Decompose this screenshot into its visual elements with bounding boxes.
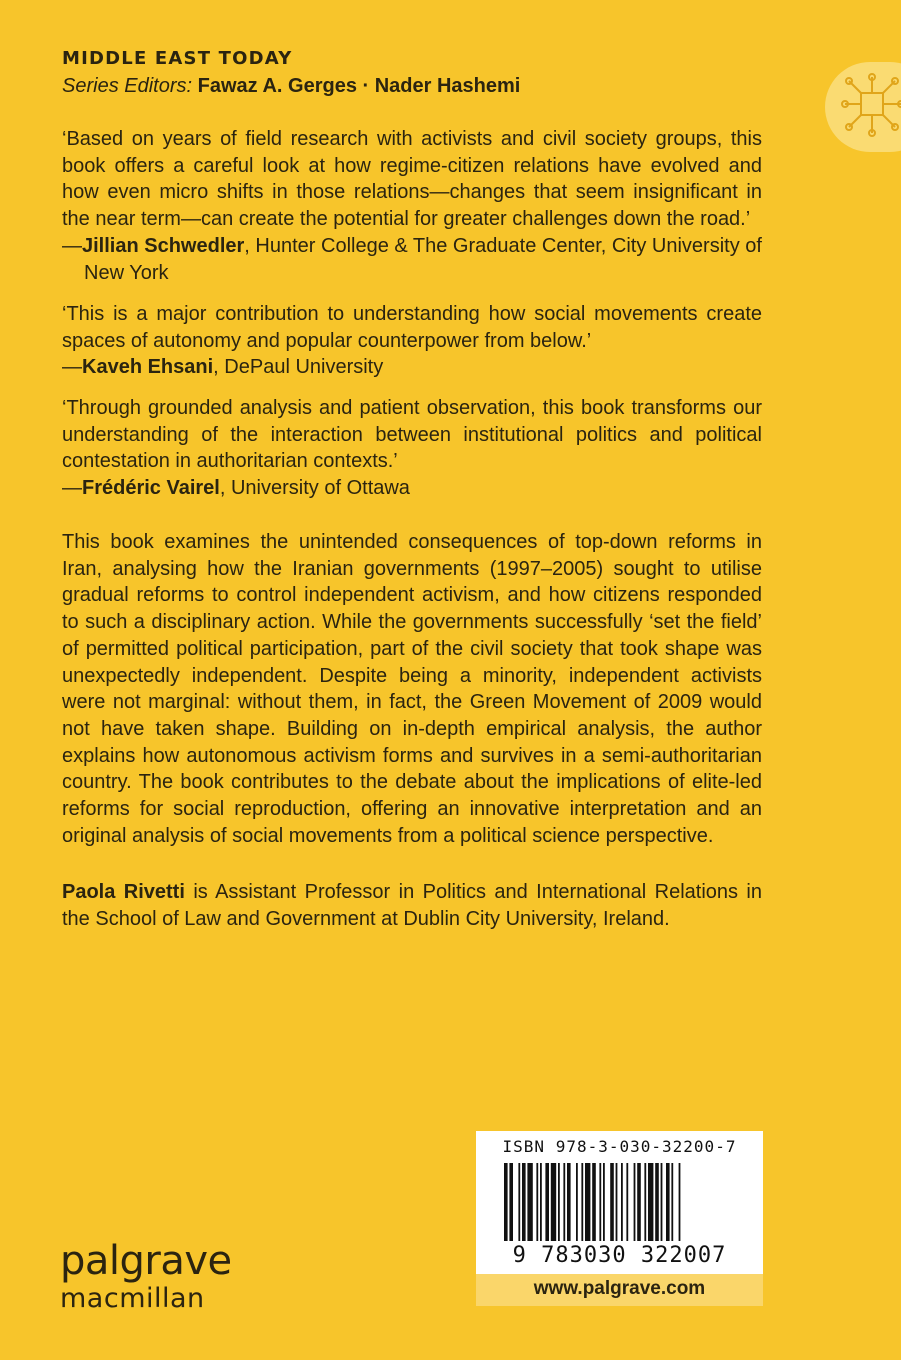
barcode-bar xyxy=(644,1163,646,1241)
barcode-bar xyxy=(567,1163,571,1241)
series-header xyxy=(62,46,520,100)
barcode-bar xyxy=(603,1163,605,1241)
quote-dash: — xyxy=(62,234,82,257)
barcode-bar xyxy=(592,1163,596,1241)
author-bio xyxy=(62,879,762,932)
quote-attribution xyxy=(62,475,762,502)
barcode-bar xyxy=(621,1163,623,1241)
barcode-bar xyxy=(540,1163,542,1241)
quote-1 xyxy=(62,126,762,286)
isbn-label: ISBN 978-3-030-32200-7 xyxy=(502,1137,737,1156)
quote-author: Frédéric Vairel xyxy=(82,477,220,500)
barcode-bar xyxy=(518,1163,520,1241)
quote-affiliation: , DePaul University xyxy=(213,356,384,379)
barcode-bar xyxy=(634,1163,636,1241)
barcode-bar xyxy=(626,1163,628,1241)
barcode-bar xyxy=(581,1163,583,1241)
network-icon xyxy=(839,71,901,141)
series-editors-label: Series Editors: xyxy=(62,75,193,97)
barcode-bar xyxy=(671,1163,673,1241)
barcode-bar xyxy=(563,1163,565,1241)
barcode-bar xyxy=(648,1163,653,1241)
quote-author: Jillian Schwedler xyxy=(82,234,245,257)
quote-attribution xyxy=(62,233,762,286)
barcode-bar xyxy=(536,1163,538,1241)
author-bio-text: is Assistant Professor in Politics and International Relations in the School of Law and Government at Dublin City University, Ireland. xyxy=(62,881,762,930)
quote-attribution xyxy=(62,354,762,381)
quote-affiliation: , Hunter College & The Graduate Center, City University of New York xyxy=(84,234,762,284)
barcode-bar xyxy=(666,1163,670,1241)
quote-affiliation: , University of Ottawa xyxy=(219,477,410,500)
barcode-bar xyxy=(551,1163,556,1241)
barcode-bar xyxy=(637,1163,641,1241)
publisher-badge xyxy=(825,62,901,152)
series-title: MIDDLE EAST TODAY xyxy=(62,48,293,69)
barcode-bars xyxy=(504,1163,735,1245)
quote-dash: — xyxy=(62,477,82,500)
barcode xyxy=(476,1131,763,1274)
quote-author: Kaveh Ehsani xyxy=(82,356,214,379)
quote-text: ‘This is a major contribution to understanding how social movements create spaces of autonomy and popular counterpower from below.’ xyxy=(62,303,762,352)
website-box xyxy=(476,1274,763,1306)
barcode-bar xyxy=(616,1163,618,1241)
website-link[interactable]: www.palgrave.com xyxy=(533,1278,706,1299)
barcode-bar xyxy=(522,1163,526,1241)
series-editors-names: Fawaz A. Gerges · Nader Hashemi xyxy=(197,75,521,97)
quote-2 xyxy=(62,301,762,381)
quote-text: ‘Through grounded analysis and patient observation, this book transforms our understanding of the interaction between institutional politics and political contestation in authoritarian contexts.’ xyxy=(62,397,762,473)
barcode-bar xyxy=(599,1163,601,1241)
barcode-bar xyxy=(504,1163,508,1241)
barcode-bar xyxy=(545,1163,549,1241)
quote-3 xyxy=(62,395,762,502)
barcode-bar xyxy=(585,1163,590,1241)
barcode-bar xyxy=(610,1163,614,1241)
barcode-bar xyxy=(679,1163,681,1241)
barcode-bar xyxy=(655,1163,659,1241)
barcode-number: 9 783030 322007 xyxy=(512,1243,727,1268)
publisher-logo-line1: palgrave xyxy=(60,1238,232,1284)
barcode-bar xyxy=(661,1163,663,1241)
barcode-bar xyxy=(576,1163,578,1241)
quote-dash: — xyxy=(62,356,82,379)
publisher-logo xyxy=(60,1238,232,1314)
series-editors xyxy=(62,72,520,100)
publisher-logo-line2: macmillan xyxy=(60,1283,205,1314)
barcode-bar xyxy=(558,1163,560,1241)
barcode-bar xyxy=(527,1163,532,1241)
book-description: This book examines the unintended consequences of top-down reforms in Iran, analysing how the Iranian governments (1997–2005) sought to utilise gradual reforms to control independent activism, and how citizens responded to such a disciplinary action. While the governments successfully ‘set the field’ of permitted political participation, part of the civil society that took shape was unexpectedly independent. Despite being a minority, independent activists were not marginal: without them, in fact, the Green Movement of 2009 would not have taken shape. Building on in-depth empirical analysis, the author explains how autonomous activism forms and survives in a semi-authoritarian country. The book contributes to the debate about the implications of elite-led reforms for social reproduction, offering an innovative interpretation and an original analysis of social movements from a political science perspective. xyxy=(62,531,762,847)
quote-text: ‘Based on years of field research with activists and civil society groups, this book offers a careful look at how regime-citizen relations have evolved and how even micro shifts in those relations—changes that seem insignificant in the near term—can create the potential for greater challenges down the road.’ xyxy=(62,128,762,231)
author-name: Paola Rivetti xyxy=(62,881,185,903)
barcode-bar xyxy=(509,1163,513,1241)
